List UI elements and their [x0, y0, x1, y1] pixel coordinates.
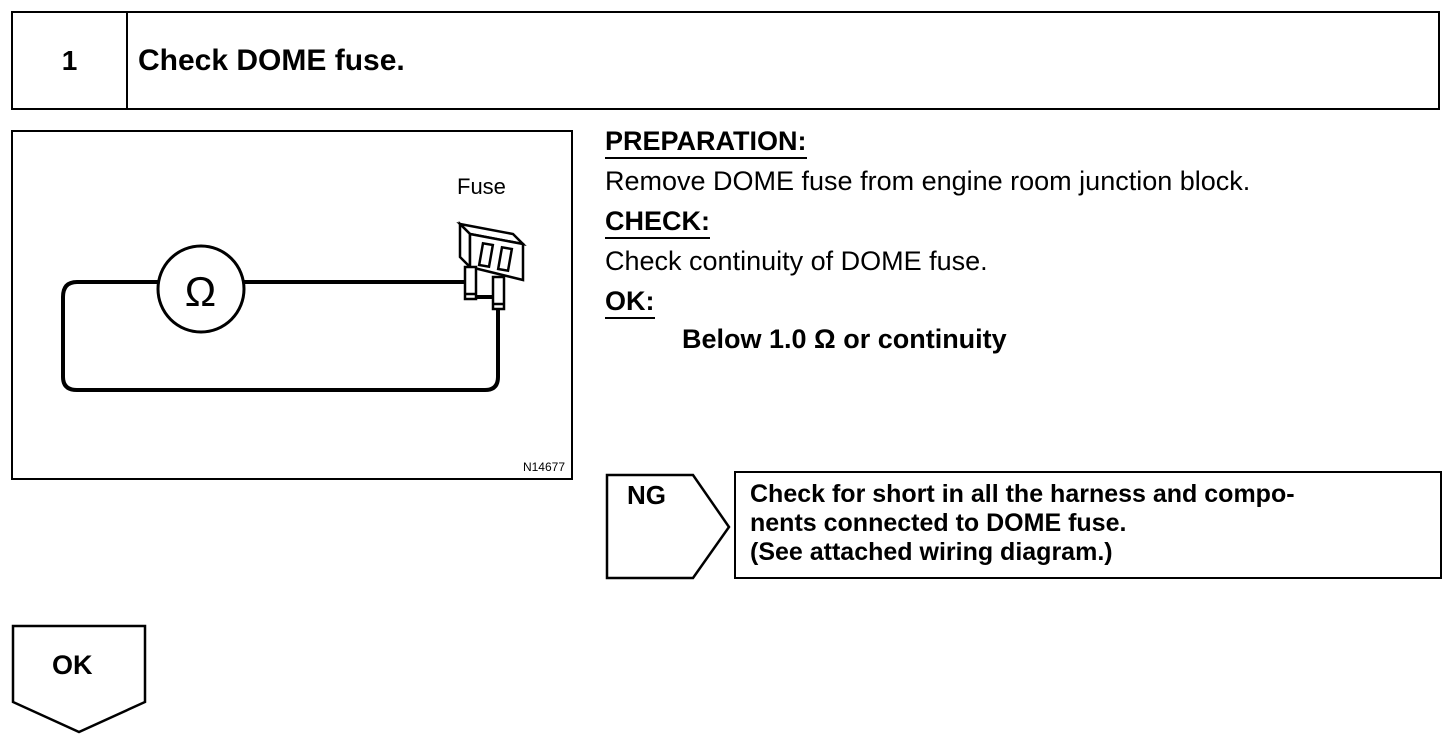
step-header [11, 11, 1440, 110]
wire-loop [63, 282, 498, 390]
ok-label: OK [52, 650, 93, 680]
check-text: Check continuity of DOME fuse. [605, 246, 988, 276]
ohm-symbol: Ω [184, 268, 217, 315]
ng-action-box [734, 471, 1442, 579]
ng-action-line: Check for short in all the harness and compo- [750, 480, 1295, 508]
step-number: 1 [13, 13, 128, 108]
ng-action-line: (See attached wiring diagram.) [750, 538, 1113, 566]
ok-heading: OK: [605, 286, 655, 317]
figure-code: N14677 [522, 460, 565, 474]
continuity-test-figure [11, 130, 573, 480]
fuse-label: Fuse [457, 174, 506, 199]
check-heading: CHECK: [605, 206, 710, 237]
ok-criteria: Below 1.0 Ω or continuity [682, 324, 1007, 354]
preparation-text: Remove DOME fuse from engine room junction block. [605, 166, 1251, 196]
ng-arrow-icon [605, 473, 735, 581]
preparation-heading: PREPARATION: [605, 126, 807, 157]
ng-action-line: nents connected to DOME fuse. [750, 509, 1127, 537]
step-title: Check DOME fuse. [138, 43, 405, 77]
ng-label: NG [627, 480, 666, 510]
